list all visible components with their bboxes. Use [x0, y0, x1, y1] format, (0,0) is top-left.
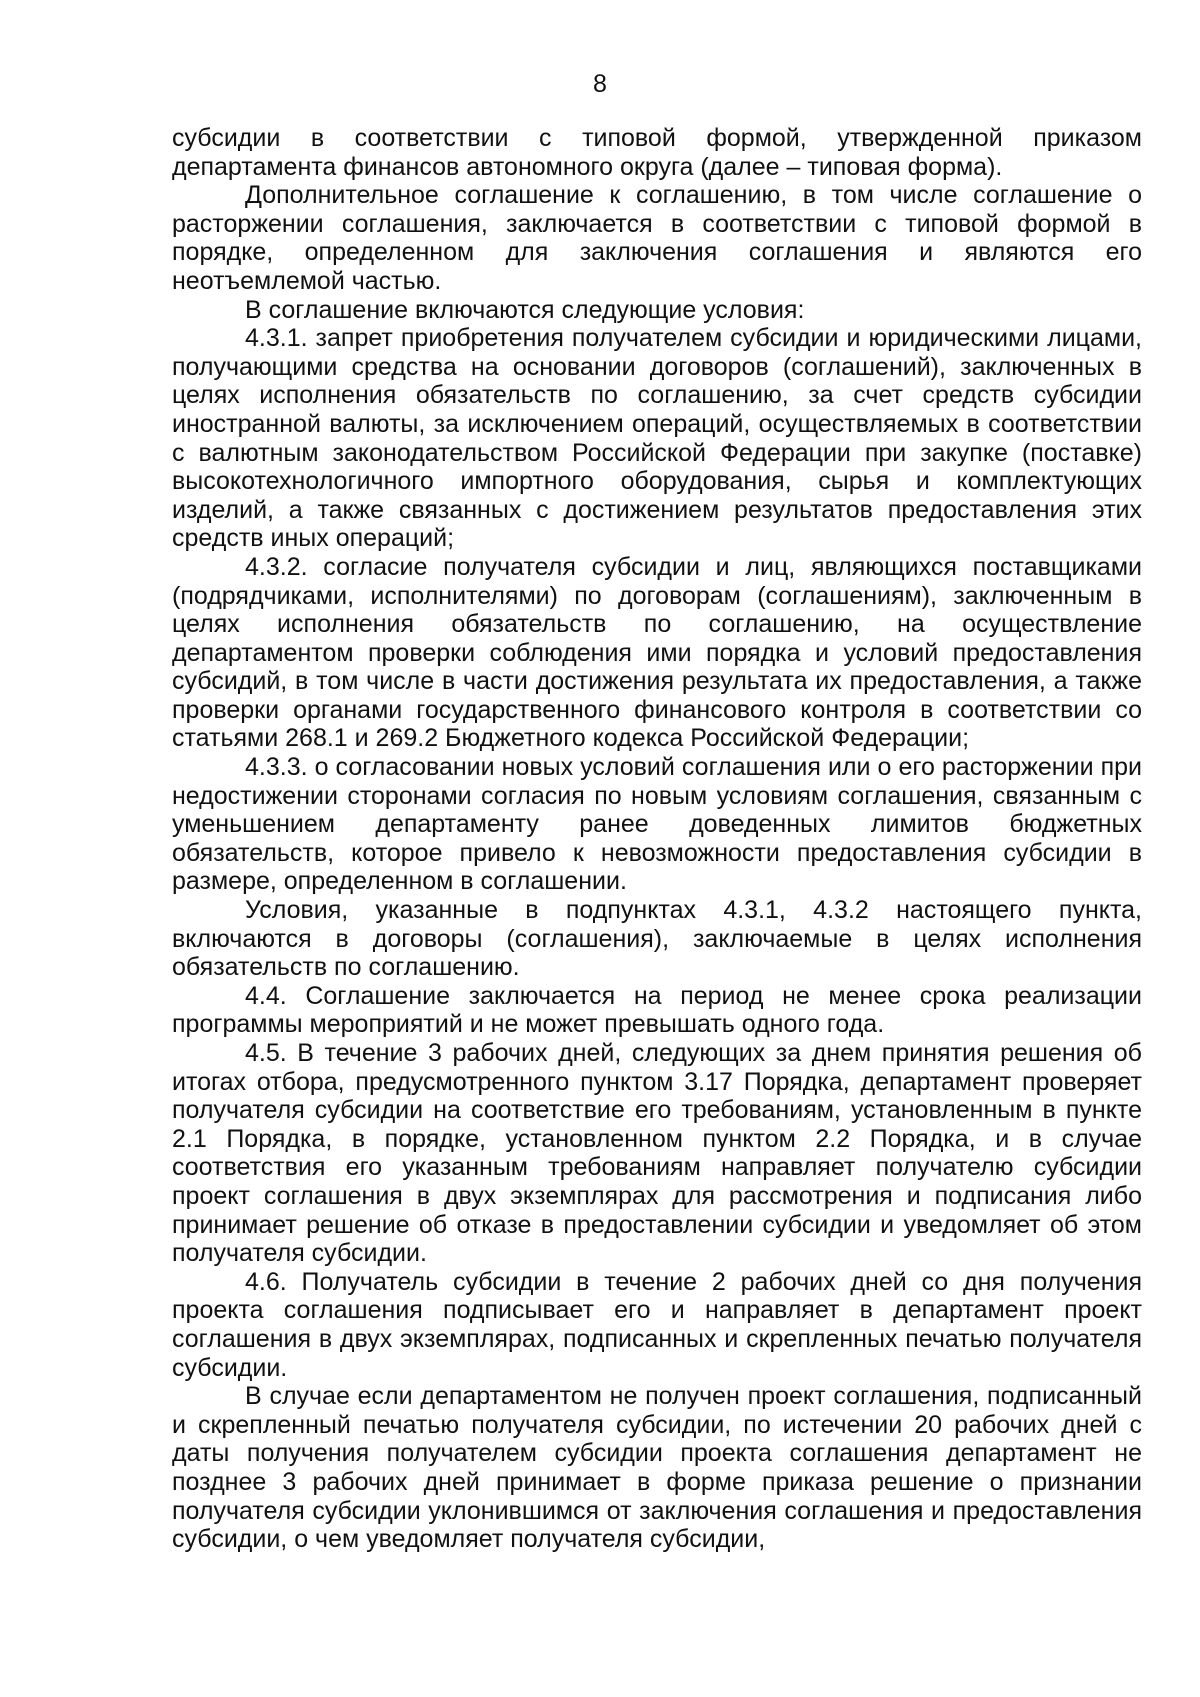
paragraph-4-3-2: 4.3.2. согласие получателя субсидии и лиц, являющихся поставщиками (подрядчиками, исполнителями) по договорам (соглашениям), заключенным в целях исполнения обязательств по соглашению, на осуществление департаментом проверки соблюдения ими порядка и условий предоставления субсидий, в том числе в части достижения результата их предоставления, а также проверки органами государственного финансового контроля в соответствии со статьями 268.1 и 269.2 Бюджетного кодекса Российской Федерации;: [172, 552, 1142, 753]
paragraph-4-4: 4.4. Соглашение заключается на период не менее срока реализации программы мероприятий и не может превышать одного года.: [172, 981, 1142, 1039]
paragraph-4-3-1: 4.3.1. запрет приобретения получателем субсидии и юридическими лицами, получающими средства на основании договоров (соглашений), заключенных в целях исполнения обязательств по соглашению, за счет средств субсидии иностранной валюты, за исключением операций, осуществляемых в соответствии с валютным законодательством Российской Федерации при закупке (поставке) высокотехнологичного импортного оборудования, сырья и комплектующих изделий, а также связанных с достижением результатов предоставления этих средств иных операций;: [172, 324, 1142, 553]
paragraph-4-3-3: 4.3.3. о согласовании новых условий соглашения или о его расторжении при недостижении сторонами согласия по новым условиям соглашения, связанным с уменьшением департаменту ранее доведенных лимитов бюджетных обязательств, которое привело к невозможности предоставления субсидии в размере, определенном в соглашении.: [172, 753, 1142, 896]
paragraph-additional-agreement: Дополнительное соглашение к соглашению, в том числе соглашение о расторжении соглашения, заключается в соответствии с типовой формой в порядке, определенном для заключения соглашения и являются его неотъемлемой частью.: [172, 181, 1142, 295]
paragraph-4-6: 4.6. Получатель субсидии в течение 2 рабочих дней со дня получения проекта соглашения подписывает его и направляет в департамент проект соглашения в двух экземплярах, подписанных и скрепленных печатью получателя субсидии.: [172, 1267, 1142, 1382]
paragraph-continuation: субсидии в соответствии с типовой формой, утвержденной приказом департамента финансов автономного округа (далее – типовая форма).: [172, 124, 1142, 181]
paragraph-conditions-intro: В соглашение включаются следующие условия:: [245, 295, 805, 324]
paragraph-4-5: 4.5. В течение 3 рабочих дней, следующих за днем принятия решения об итогах отбора, предусмотренного пунктом 3.17 Порядка, департамент проверяет получателя субсидии на соответствие его требованиям, установленным в пункте 2.1 Порядка, в порядке, установленном пунктом 2.2 Порядка, и в случае соответствия его указанным требованиям направляет получателю субсидии проект соглашения в двух экземплярах для рассмотрения и подписания либо принимает решение об отказе в предоставлении субсидии и уведомляет об этом получателя субсидии.: [172, 1039, 1142, 1268]
paragraph-conditions-note: Условия, указанные в подпунктах 4.3.1, 4.3.2 настоящего пункта, включаются в договоры (соглашения), заключаемые в целях исполнения обязательств по соглашению.: [172, 896, 1142, 982]
page-number: 8: [593, 70, 607, 98]
document-body: [172, 124, 1142, 1554]
paragraph-evasion-case: В случае если департаментом не получен проект соглашения, подписанный и скрепленный печатью получателя субсидии, по истечении 20 рабочих дней с даты получения получателем субсидии проекта соглашения департамент не позднее 3 рабочих дней принимает в форме приказа решение о признании получателя субсидии уклонившимся от заключения соглашения и предоставления субсидии, о чем уведомляет получателя субсидии,: [172, 1382, 1142, 1554]
